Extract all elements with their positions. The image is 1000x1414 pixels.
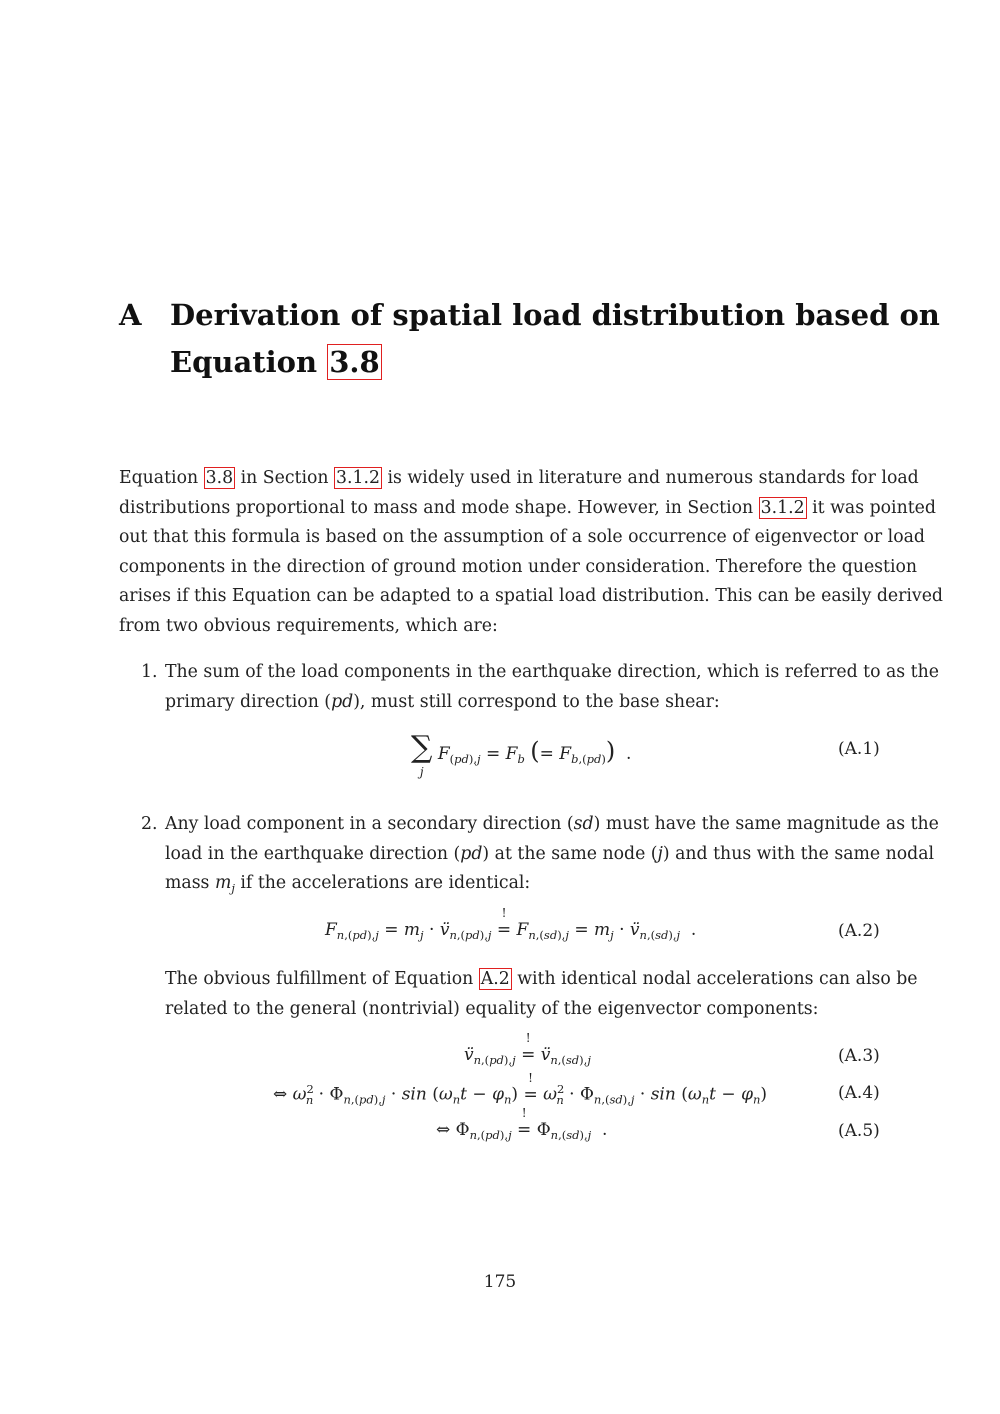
item-2-line1: [165, 810, 939, 840]
intro-line-3: out that this formula is based on the assumption of a sole occurrence of eigenvector or load: [119, 527, 925, 548]
text: primary direction (: [165, 691, 332, 712]
equation-number-a2: (A.2): [838, 921, 880, 941]
follow-line-1: [165, 965, 918, 995]
equation-a3: $v̈_{n,(pd),j}$ = ! $v̈_{n,(sd),j}$: [464, 1031, 591, 1067]
intro-line-4: components in the direction of ground motion under consideration. Therefore the question: [119, 556, 918, 577]
appendix-title-line2: [170, 339, 882, 386]
follow-paragraph: [165, 965, 918, 1024]
text: The obvious fulfillment of Equation: [165, 969, 474, 989]
var-sd: sd: [573, 814, 594, 834]
equation-a4: ⇔ $\omega^2_n \cdot \Phi_{n,(pd),j} \cdot \sin (\omega_nt - \varphi_n)$ = ! $\omega^2_n \cdot \Phi_{n,(sd),j} \cdot \sin (\omega_nt - \varphi_n)$: [273, 1070, 768, 1107]
ref-link-a-2[interactable]: A.2: [480, 969, 510, 989]
var-pd: pd: [331, 691, 354, 712]
item-1-line1: The sum of the load components in the earthquake direction, which is referred to as the: [165, 662, 939, 682]
item-1-number: 1.: [141, 662, 158, 682]
text: ) must have the same magnitude as the: [593, 814, 939, 834]
equation-a1: ∑ j $F_{(pd),j} = F_b$ (= $F_{b,(pd)}$) .: [411, 730, 632, 779]
ref-link-3-8-title[interactable]: 3.8: [329, 345, 380, 379]
ref-link-3-1-2[interactable]: 3.1.2: [336, 468, 380, 488]
equation-number-a3: (A.3): [838, 1046, 880, 1066]
var-pd: pd: [460, 843, 483, 864]
text: mass: [165, 873, 210, 894]
text: ), must still correspond to the base shear:: [353, 691, 720, 712]
item-2-line2: [165, 840, 935, 870]
item-1-text: [165, 658, 939, 717]
sum-index: j: [419, 765, 424, 779]
equation-number-a1: (A.1): [838, 739, 880, 759]
equation-number-a4: (A.4): [838, 1083, 880, 1103]
text: if the accelerations are identical:: [240, 873, 531, 894]
sum-symbol: ∑: [411, 730, 433, 765]
equation-a5: ⇔ $\Phi_{n,(pd),j}$ = ! $\Phi_{n,(sd),j}$ .: [436, 1106, 608, 1142]
item-2-text: [165, 810, 939, 904]
intro-line-6: from two obvious requirements, which are:: [119, 615, 498, 636]
text: is widely used in literature and numerous standards for load: [387, 468, 919, 488]
item-2-line3: mass $m_j$ if the accelerations are identical:: [165, 873, 531, 896]
text: with identical nodal accelerations can also be: [517, 969, 918, 989]
item-2-number: 2.: [141, 814, 158, 834]
text: ) and thus with the same nodal: [662, 843, 935, 864]
appendix-letter: A: [119, 298, 142, 332]
equation-number-a5: (A.5): [838, 1121, 880, 1141]
text: Any load component in a secondary direction (: [165, 814, 574, 834]
intro-line-2: [119, 494, 936, 524]
text: Equation: [119, 468, 199, 488]
ref-link-3-8[interactable]: 3.8: [205, 468, 234, 488]
appendix-title-line1: Derivation of spatial load distribution based on: [170, 298, 940, 332]
intro-paragraph: [119, 464, 943, 642]
item-1-line2: [165, 688, 881, 718]
text: load in the earthquake direction (: [165, 843, 461, 864]
page-number: 175: [483, 1272, 517, 1292]
title-prefix: Equation: [170, 345, 318, 379]
intro-line-1: [119, 464, 919, 494]
text: in Section: [240, 468, 329, 488]
text: ) at the same node (: [482, 843, 658, 864]
ref-link-3-1-2-second[interactable]: 3.1.2: [760, 497, 805, 518]
text: it was pointed: [812, 497, 936, 518]
var-j: j: [657, 843, 663, 864]
follow-line-2: related to the general (nontrivial) equality of the eigenvector components:: [165, 998, 819, 1019]
intro-line-5: arises if this Equation can be adapted to a spatial load distribution. This can be easily derived: [119, 586, 943, 607]
text: distributions proportional to mass and mode shape. However, in Section: [119, 497, 754, 518]
equation-a2: $F_{n,(pd),j} = m_j$ · $v̈_{n,(pd),j}$ = ! $F_{n,(sd),j} = m_j$ · $v̈_{n,(sd),j}$ .: [325, 906, 697, 942]
appendix-title: [170, 292, 940, 386]
